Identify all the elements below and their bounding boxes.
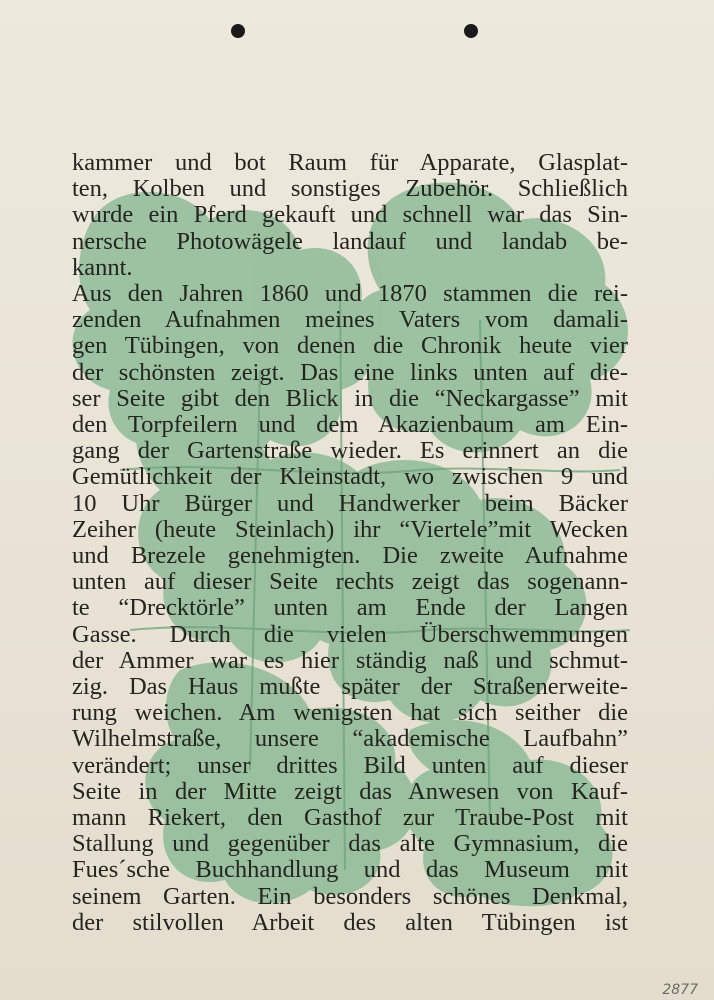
text-line: rung weichen. Am wenigsten hat sich seither die: [72, 699, 628, 727]
text-line: seinem Garten. Ein besonders schönes Denkmal,: [72, 882, 628, 910]
text-line: und Brezele genehmigten. Die zweite Aufnahme: [72, 542, 628, 570]
text-line: Zeiher (heute Steinlach) ihr “Viertele”mit Wecken: [72, 515, 628, 543]
text-line: mann Riekert, den Gasthof zur Traube-Post mit: [72, 804, 628, 832]
text-line: der stilvollen Arbeit des alten Tübingen ist: [72, 908, 628, 936]
text-line: unten auf dieser Seite rechts zeigt das sogenann-: [72, 568, 628, 596]
text-line: gen Tübingen, von denen die Chronik heute vier: [72, 332, 628, 360]
text-line: Gasse. Durch die vielen Überschwemmungen: [72, 620, 628, 648]
text-line: gang der Gartenstraße wieder. Es erinnert an die: [72, 437, 628, 465]
text-line: Aus den Jahren 1860 und 1870 stammen die rei-: [72, 280, 628, 308]
text-line: kannt.: [72, 253, 133, 281]
text-line: Wilhelmstraße, unsere “akademische Laufbahn”: [72, 725, 628, 753]
text-line: verändert; unser drittes Bild unten auf dieser: [72, 751, 628, 779]
text-line: den Torpfeilern und dem Akazienbaum am Ein-: [72, 411, 628, 439]
text-line: 10 Uhr Bürger und Handwerker beim Bäcker: [72, 489, 628, 517]
text-line: ten, Kolben und sonstiges Zubehör. Schließlich: [72, 175, 628, 203]
text-line: te “Drecktörle” unten am Ende der Langen: [72, 594, 628, 622]
text-line: der Ammer war es hier ständig naß und schmut-: [72, 646, 628, 674]
text-line: Seite in der Mitte zeigt das Anwesen von Kauf-: [72, 777, 628, 805]
text-line: kammer und bot Raum für Apparate, Glasplat-: [72, 149, 628, 176]
text-line: wurde ein Pferd gekauft und schnell war das Sin-: [72, 201, 628, 229]
text-line: zig. Das Haus mußte später der Straßenerweite-: [72, 673, 628, 701]
text-line: der schönsten zeigt. Das eine links unten auf die-: [72, 358, 628, 386]
punch-hole-left: [231, 24, 245, 38]
text-line: ser Seite gibt den Blick in die “Neckargasse” mit: [72, 384, 628, 412]
text-line: Gemütlichkeit der Kleinstadt, wo zwischen 9 und: [72, 463, 628, 491]
text-line: nersche Photowägele landauf und landab be-: [72, 227, 628, 255]
punch-hole-right: [464, 24, 478, 38]
text-line: zenden Aufnahmen meines Vaters vom damali-: [72, 306, 628, 334]
text-line: Fues´sche Buchhandlung und das Museum mit: [72, 856, 628, 884]
folio-number: 2877: [662, 982, 698, 998]
body-text: [72, 150, 628, 936]
text-line: Stallung und gegenüber das alte Gymnasium, die: [72, 830, 628, 858]
